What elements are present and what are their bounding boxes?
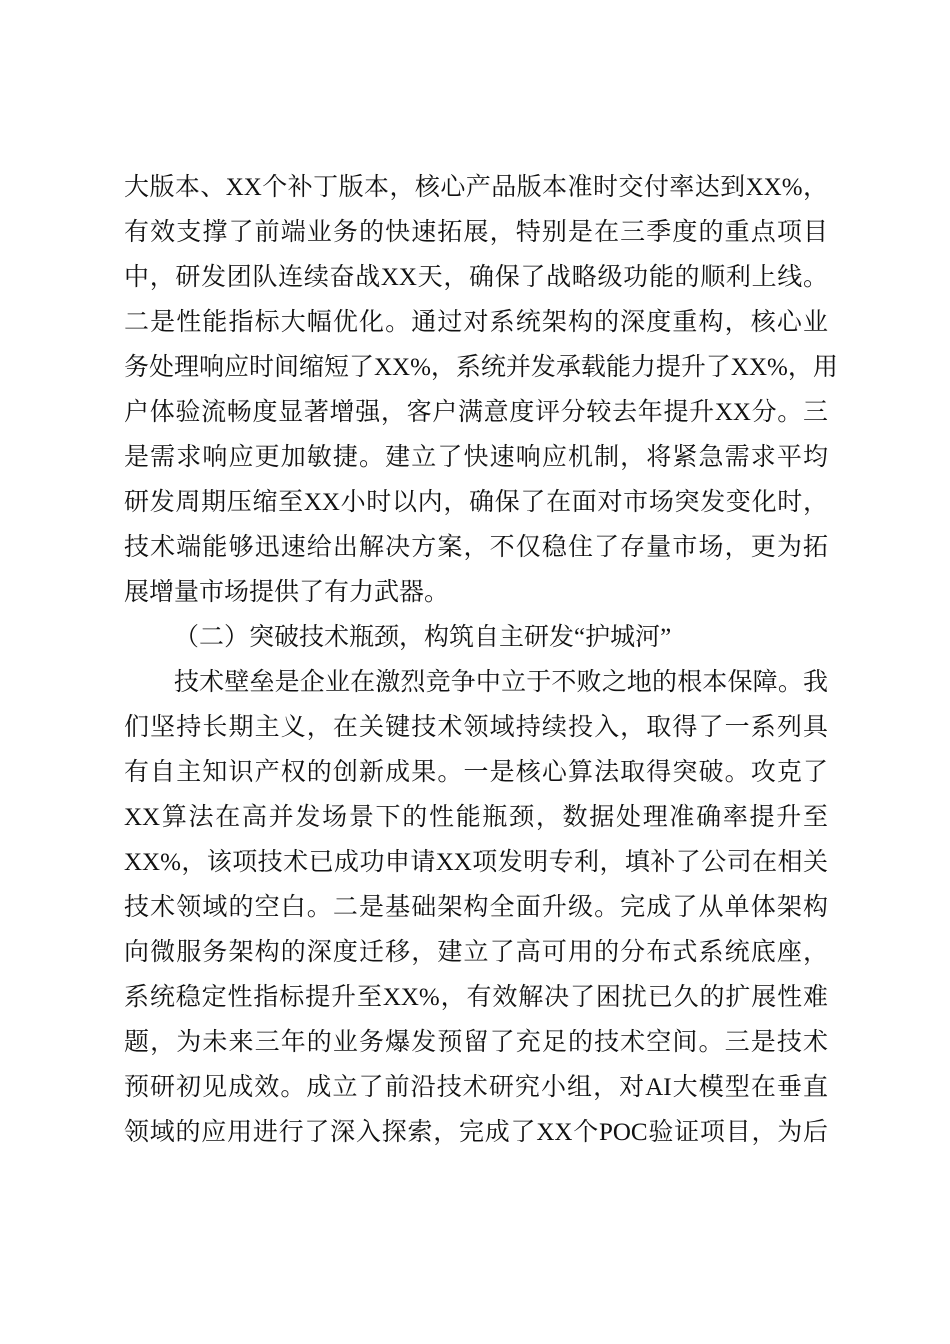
text-line: 是需求响应更加敏捷。建立了快速响应机制，将紧急需求平均 [124,444,828,471]
text-line: 系统稳定性指标提升至XX%，有效解决了困扰已久的扩展性难 [124,984,828,1011]
text-line: 向微服务架构的深度迁移，建立了高可用的分布式系统底座， [124,939,828,966]
text-line: 题，为未来三年的业务爆发预留了充足的技术空间。三是技术 [124,1029,828,1056]
text-line: 务处理响应时间缩短了XX%，系统并发承载能力提升了XX%，用 [124,354,838,381]
text-line: 中，研发团队连续奋战XX天，确保了战略级功能的顺利上线。 [124,264,828,291]
text-line: XX算法在高并发场景下的性能瓶颈，数据处理准确率提升至 [124,804,828,831]
text-line: 有效支撑了前端业务的快速拓展，特别是在三季度的重点项目 [124,219,828,246]
text-line: 有自主知识产权的创新成果。一是核心算法取得突破。攻克了 [124,759,828,786]
text-line: 研发周期压缩至XX小时以内，确保了在面对市场突发变化时， [124,489,828,516]
text-line: 预研初见成效。成立了前沿技术研究小组，对AI大模型在垂直 [124,1074,828,1101]
section-heading: （二）突破技术瓶颈，构筑自主研发“护城河” [174,624,672,651]
text-line: 二是性能指标大幅优化。通过对系统架构的深度重构，核心业 [124,309,828,336]
text-line: XX%，该项技术已成功申请XX项发明专利，填补了公司在相关 [124,849,828,876]
text-line: 大版本、XX个补丁版本，核心产品版本准时交付率达到XX%， [124,174,828,201]
text-line: 展增量市场提供了有力武器。 [124,579,450,606]
document-page [124,165,838,1155]
text-line: 技术端能够迅速给出解决方案，不仅稳住了存量市场，更为拓 [124,534,828,561]
text-line: 技术领域的空白。二是基础架构全面升级。完成了从单体架构 [124,894,828,921]
text-line: 技术壁垒是企业在激烈竞争中立于不败之地的根本保障。我 [174,669,828,696]
text-line: 领域的应用进行了深入探索，完成了XX个POC验证项目，为后 [124,1119,828,1146]
text-line: 户体验流畅度显著增强，客户满意度评分较去年提升XX分。三 [124,399,828,426]
text-line: 们坚持长期主义，在关键技术领域持续投入，取得了一系列具 [124,714,828,741]
